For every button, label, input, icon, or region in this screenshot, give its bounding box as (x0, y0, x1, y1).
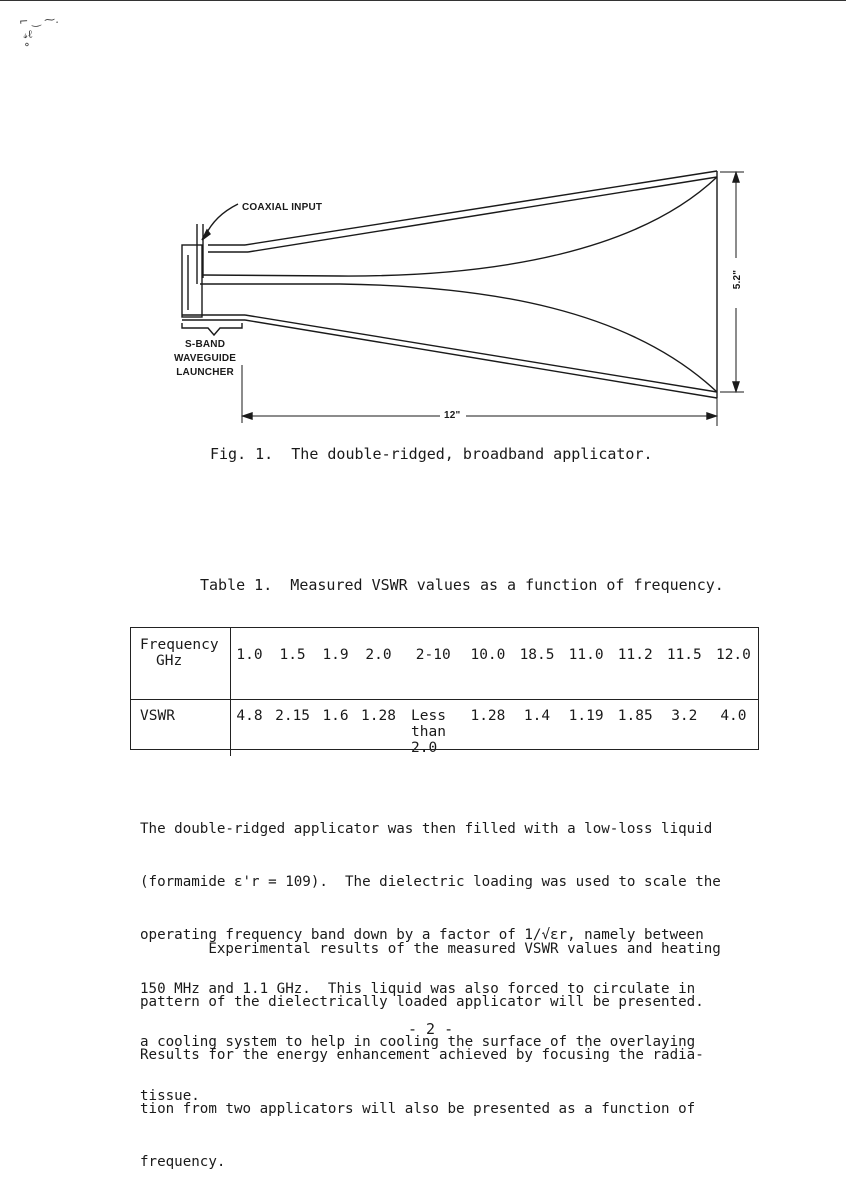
page-number: - 2 - (408, 1020, 454, 1038)
top-border-line (0, 0, 846, 1)
paragraph-2 (140, 905, 720, 1190)
handwritten-mark: ⌐ ‿ ⁓. 𝓈ℓ ° (18, 12, 60, 55)
text-line: (formamide ε'r = 109). The dielectric loading was used to scale the (140, 873, 721, 890)
table-cell: 12.0 (709, 627, 758, 700)
launcher-label-line-1: S-BAND (185, 339, 226, 350)
upper-ridge-curve (202, 177, 717, 276)
table-caption: Table 1. Measured VSWR values as a function of frequency. (200, 576, 724, 594)
row-header-frequency-line-2: GHz (156, 653, 183, 669)
text-line: The double-ridged applicator was then filled with a low-loss liquid (140, 820, 713, 837)
figure-caption: Fig. 1. The double-ridged, broadband applicator. (210, 445, 653, 463)
table-cell: 4.0 (720, 708, 747, 724)
table-cell: 1.9 (317, 627, 354, 700)
table-cell: 11.5 (660, 627, 709, 700)
table-cell: 4.8 (236, 708, 263, 724)
table-cell: 1.28 (470, 708, 506, 724)
table-row-frequency (130, 627, 758, 700)
launcher-label-line-3: LAUNCHER (176, 367, 234, 378)
text-line: tion from two applicators will also be presented as a function of (140, 1100, 696, 1117)
launcher-label (174, 338, 236, 380)
row-header-vswr: VSWR (130, 700, 231, 757)
coaxial-input-label: COAXIAL INPUT (242, 202, 323, 213)
cell-line: Less (411, 708, 446, 724)
table-cell: 2.15 (275, 708, 311, 724)
lower-flare-inner-wall (245, 320, 717, 398)
cell-line: 2.0 (411, 740, 438, 756)
lower-flare-wall (245, 315, 717, 392)
table-cell: 1.0 (231, 627, 269, 700)
text-line: Experimental results of the measured VSWR values and heating (140, 940, 721, 957)
text-line: operating frequency band down by a factor of 1/√εr, namely between (140, 927, 704, 944)
text-line: 150 MHz and 1.1 GHz. This liquid was also forced to circulate in (140, 980, 696, 997)
vswr-table (130, 627, 758, 756)
row-header-frequency-line-1: Frequency (140, 637, 219, 653)
length-dimension-label: 12" (444, 410, 461, 421)
cell-line: than (411, 724, 446, 740)
length-arrow-right (707, 413, 716, 419)
table-cell: 2-10 (403, 627, 463, 700)
upper-flare-inner-wall (248, 177, 717, 252)
table-cell: 3.2 (671, 708, 698, 724)
table-cell: 1.85 (617, 708, 653, 724)
text-line: a cooling system to help in cooling the surface of the overlaying (140, 1034, 696, 1051)
text-line: pattern of the dielectrically loaded applicator will be presented. (140, 993, 704, 1010)
table-cell: 1.19 (568, 708, 604, 724)
coax-leader-line (205, 204, 238, 236)
text-line: tissue. (140, 1087, 200, 1104)
table-cell (403, 700, 463, 757)
table-cell: 11.0 (562, 627, 611, 700)
table-cell: 11.2 (611, 627, 660, 700)
height-arrow-top (733, 173, 739, 182)
table-cell: 2.0 (354, 627, 403, 700)
table-cell: 10.0 (463, 627, 512, 700)
height-arrow-bottom (733, 382, 739, 391)
table-cell: 18.5 (512, 627, 561, 700)
table-cell: 1.5 (268, 627, 317, 700)
text-line: frequency. (140, 1154, 226, 1171)
launcher-bracket (182, 323, 242, 335)
waveguide-launcher-box (182, 245, 202, 317)
height-dimension-label: 5.2" (732, 269, 744, 290)
table-cell: 1.6 (322, 708, 349, 724)
launcher-label-line-2: WAVEGUIDE (174, 353, 237, 364)
length-arrow-left (243, 413, 252, 419)
text-line: Results for the energy enhancement achieved by focusing the radia- (140, 1047, 704, 1064)
table-cell: 1.28 (361, 708, 396, 724)
lower-ridge-curve (200, 284, 717, 392)
table-row-vswr (130, 700, 758, 757)
table-cell: 1.4 (523, 708, 551, 724)
row-header-frequency (130, 627, 231, 700)
figure-1-applicator (160, 160, 760, 435)
